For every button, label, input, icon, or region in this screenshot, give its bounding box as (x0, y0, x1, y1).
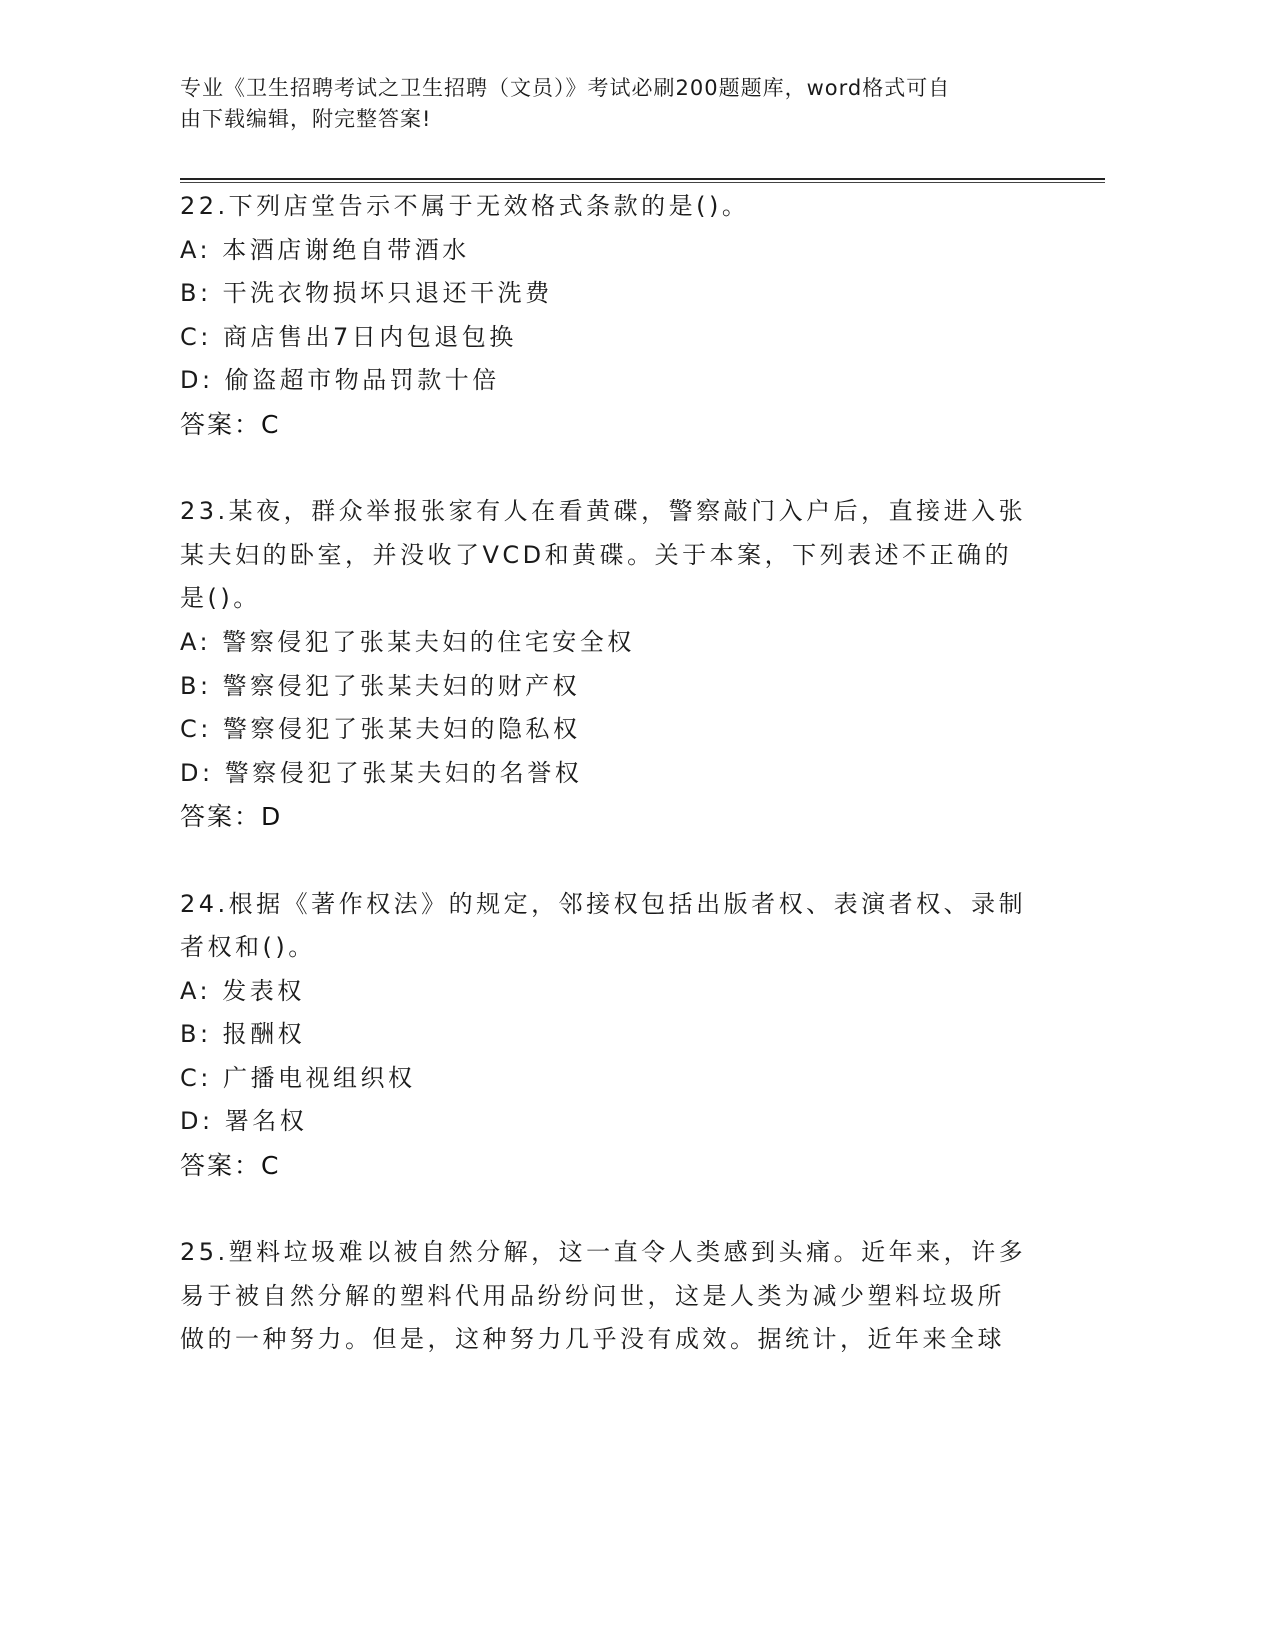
question-stem: 23.某夜，群众举报张家有人在看黄碟，警察敲门入户后，直接进入张 (180, 497, 1027, 526)
spacer (180, 839, 1040, 883)
answer-line: 答案：C (180, 1151, 281, 1181)
question-stem: 做的一种努力。但是，这种努力几乎没有成效。据统计，近年来全球 (180, 1325, 1005, 1354)
option-c: C: 广播电视组织权 (180, 1063, 416, 1092)
spacer (180, 447, 1040, 491)
header-divider-thin (180, 182, 1105, 183)
question-stem: 某夫妇的卧室，并没收了VCD和黄碟。关于本案，下列表述不正确的 (180, 540, 1013, 569)
question-block-24 (180, 883, 1040, 1232)
header-divider-thick (180, 178, 1105, 180)
option-a: A: 警察侵犯了张某夫妇的住宅安全权 (180, 627, 635, 656)
option-d: D: 偷盗超市物品罚款十倍 (180, 366, 500, 395)
spacer (180, 1188, 1040, 1232)
option-b: B: 报酬权 (180, 1020, 306, 1049)
question-stem: 易于被自然分解的塑料代用品纷纷问世，这是人类为减少塑料垃圾所 (180, 1281, 1005, 1310)
answer-line: 答案：D (180, 802, 283, 832)
question-stem: 22.下列店堂告示不属于无效格式条款的是()。 (180, 192, 750, 220)
option-c: C: 警察侵犯了张某夫妇的隐私权 (180, 715, 581, 744)
document-header (180, 73, 1040, 135)
question-block-23 (180, 490, 1040, 882)
header-line-1: 专业《卫生招聘考试之卫生招聘（文员）》考试必刷200题题库，word格式可自 (180, 76, 951, 100)
question-block-22 (180, 185, 1040, 490)
question-stem: 24.根据《著作权法》的规定，邻接权包括出版者权、表演者权、录制 (180, 889, 1027, 918)
question-stem: 者权和()。 (180, 933, 316, 962)
answer-line: 答案：C (180, 409, 281, 439)
question-stem: 25.塑料垃圾难以被自然分解，这一直令人类感到头痛。近年来，许多 (180, 1238, 1027, 1267)
header-line-2: 由下载编辑，附完整答案! (180, 107, 432, 131)
option-a: A: 本酒店谢绝自带酒水 (180, 235, 470, 264)
question-block-25 (180, 1231, 1040, 1362)
option-a: A: 发表权 (180, 976, 305, 1005)
option-d: D: 警察侵犯了张某夫妇的名誉权 (180, 758, 583, 787)
option-b: B: 警察侵犯了张某夫妇的财产权 (180, 671, 581, 700)
option-b: B: 干洗衣物损坏只退还干洗费 (180, 279, 553, 308)
option-d: D: 署名权 (180, 1107, 308, 1136)
question-list (180, 185, 1040, 1362)
option-c: C: 商店售出7日内包退包换 (180, 322, 517, 351)
question-stem: 是()。 (180, 584, 261, 613)
